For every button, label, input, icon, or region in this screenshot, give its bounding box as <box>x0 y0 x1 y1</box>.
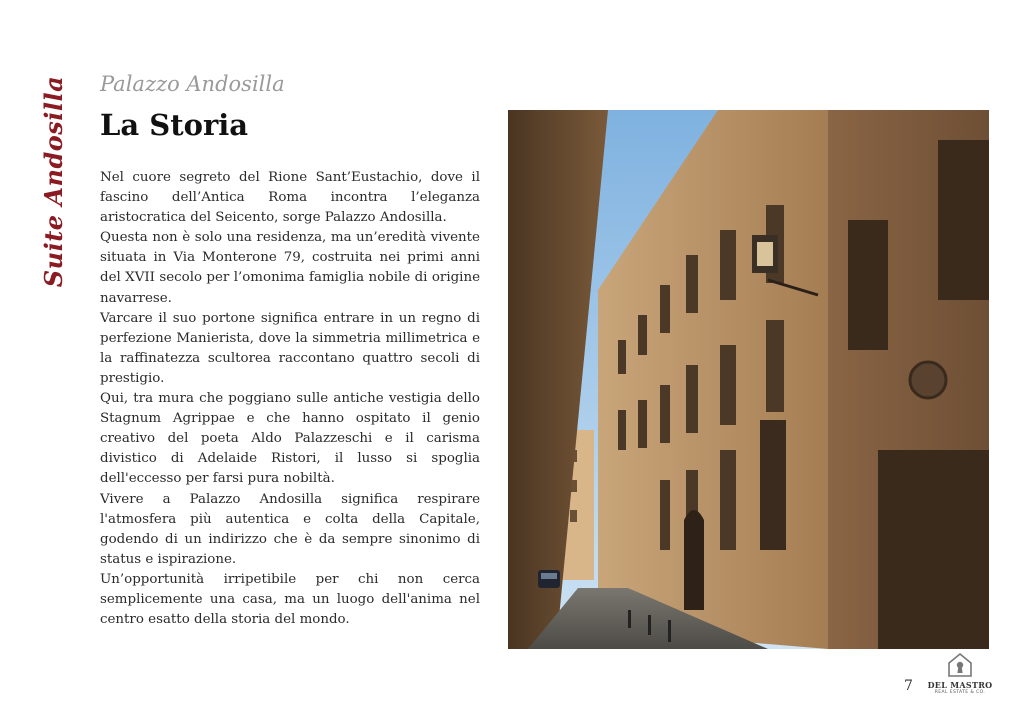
paragraph: Qui, tra mura che poggiano sulle antiche vestigia dello Stagnum Agrippae e che hanno ospitato il genio creativo del poeta Aldo Palazzeschi e il carisma divistico di Adelaide Ristori, il lusso si spoglia dell'eccesso per farsi pura nobiltà. <box>100 391 480 487</box>
paragraph: Questa non è solo una residenza, ma un’eredità vivente situata in Via Monterone 79, costruita nei primi anni del XVII secolo per l’omonima famiglia nobile di origine navarrese. <box>100 230 480 306</box>
page-subtitle: Palazzo Andosilla <box>100 72 285 96</box>
street-photo <box>508 110 989 649</box>
street-illustration <box>508 110 989 649</box>
page-number: 7 <box>904 678 913 694</box>
paragraph: Un’opportunità irripetibile per chi non cerca semplicemente una casa, ma un luogo dell'anima nel centro esatto della storia del mondo. <box>100 571 480 628</box>
body-text <box>100 168 480 630</box>
keyhole-house-icon <box>947 652 973 678</box>
paragraph: Nel cuore segreto del Rione Sant’Eustachio, dove il fascino dell’Antica Roma incontra l’eleganza aristocratica del Seicento, sorge Palazzo Andosilla. <box>100 170 480 226</box>
side-title-text: Suite Andosilla <box>39 75 69 287</box>
side-title <box>30 72 78 290</box>
logo-name: DEL MASTRO <box>927 680 993 690</box>
paragraph: Varcare il suo portone significa entrare in un regno di perfezione Manierista, dove la simmetria millimetrica e la raffinatezza scultorea raccontano quattro secoli di prestigio. <box>100 310 480 386</box>
logo-tagline: REAL ESTATE & CO. <box>934 690 986 695</box>
paragraph: Vivere a Palazzo Andosilla significa respirare l'atmosfera più autentica e colta della Capitale, godendo di un indirizzo che è da sempre sinonimo di status e ispirazione. <box>100 491 480 567</box>
logo <box>926 652 994 710</box>
page-title: La Storia <box>100 108 249 142</box>
